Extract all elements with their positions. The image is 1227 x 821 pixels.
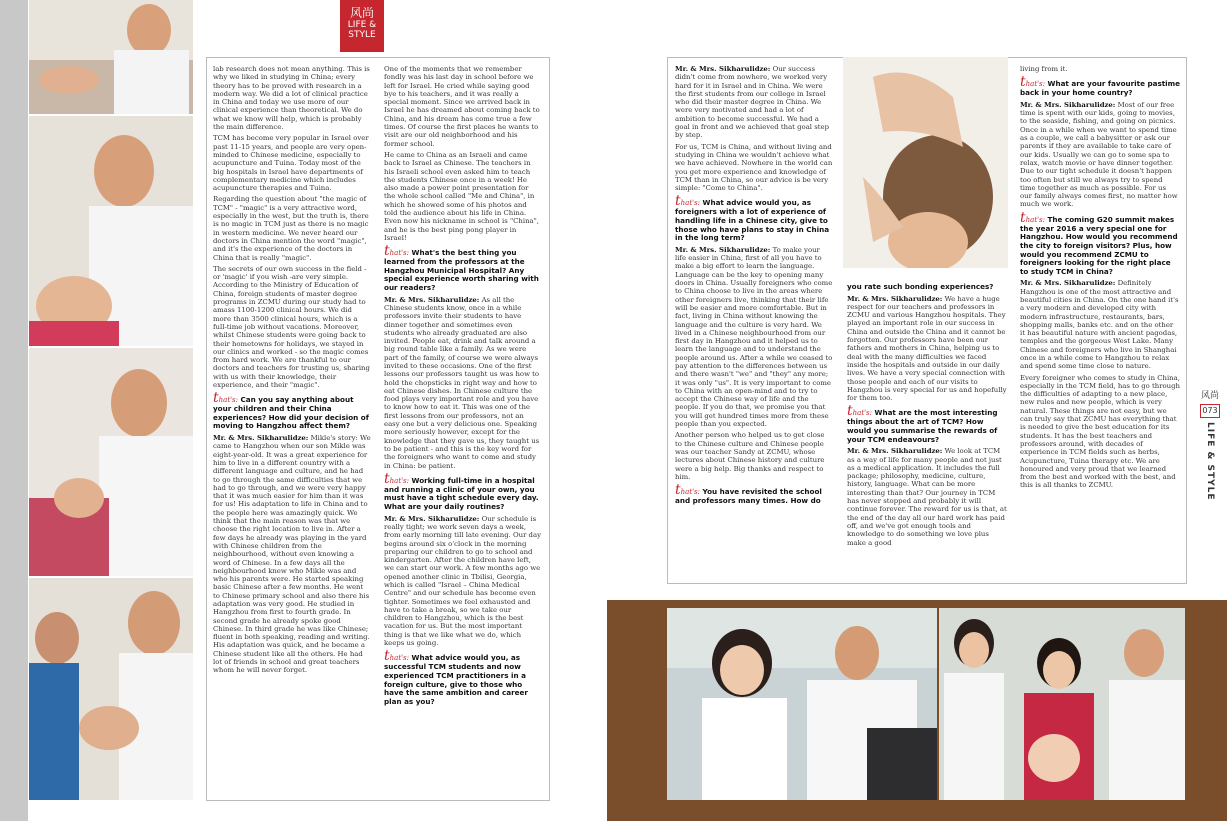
section-tag-line1: LIFE & [347,20,377,30]
question-heading: that's: Working full-time in a hospital and running a clinic of your own, you must have a tight schedule every day. What are your daily routines? [384,470,539,512]
answer-paragraph: Mr. & Mrs. Sikharulidze: Our schedule is really tight; we work seven days a week, from early morning till late evening. Our day begins around six o'clock in the morning preparing our children to go to school and kindergarten. After the children have left, we can start our work. A few months ago we opened another clinic in Tbilisi, Georgia, which is called "Israel – China Medical Centre" and our schedule has become even tighter. Sometimes we feel exhausted and have to take a break, so we take our children to Hangzhou, which is the best vacation for us. But the most important thing is that we like what we do, which keeps us going. [384,514,541,648]
thats-marker: that's: [1020,74,1046,91]
answer-paragraph: Mr. & Mrs. Sikharulidze: As all the Chinese students know, once in a while professors invite their students to have dinner together and sometimes even students who already graduated are also invited. People eat, drink and talk around a big round table like a family. As we were part of the family, of course we were always invited to these occasions. One of the first lessons our professors taught us was how to hold the chopsticks in right way and how to eat Chinese dishes. In Chinese culture the food plays very important role and you have to know how to eat it. This was one of the first lessons from our professors, not an easy one but a very delicious one. Speaking more seriously however, except for the knowledge that they gave us, they taught us to be patient - and this is the key word for the foreigners who want to come and study in China: be patient. [384,295,540,470]
section-tag-line2: STYLE [348,30,376,40]
answer-paragraph: Mr. & Mrs. Sikharulidze: Our success didn't come from nowhere, we worked very hard for it in Israel and in China. We were the first students from our college in Israel who did their master degree in China. We were very motivated and had a lot of ambition to become successful. We had a goal in front and we achieved that goal step by step. [675,65,829,140]
thats-marker: that's: [1020,209,1046,226]
answer-paragraph: Mr. & Mrs. Sikharulidze: We look at TCM as a way of life for many people and not just as a medical application. It includes the full package; philosophy, medicine, culture, history, language. What can be more interesting than that? Our journey in TCM has never stopped and probably it will continue forever. The reward for us is that, at the end of the day all our hard work has paid off, and we've got enough tools and knowledge to do something we love plus make a good [847,447,1007,547]
photo-treatment-4 [29,578,193,800]
article-column-2 [384,65,541,795]
thats-marker: that's: [384,243,410,260]
article-column-4 [847,283,1007,580]
photo-child-treatment [667,608,937,800]
question-heading: that's: What advice would you, as successful TCM students and now experienced TCM practitioners in a foreign culture, give to those who have the same ambition and career plan as you? [384,648,528,706]
paragraph: The secrets of our own success in the field - or 'magic' if you wish -are very simple. According to the Ministry of Education of China, foreign students of master degree programs in ZCMU during our study had to amass 1100-1200 clinical hours. We did more than 3500 clinical hours, which is a full-time job without vacations. Moreover, whilst Chinese students were going back to their hometowns for holidays, we stayed in our clinics and worked - so the magic comes from hard work. We are thankful to our doctors and teachers for trusting us, sharing with us with their knowledge, their experience, and their "magic". [213,264,370,389]
thats-marker: that's: [384,648,410,665]
article-column-3 [675,65,833,580]
question-heading: that's: What are your favourite pastime back in your home country? [1020,74,1180,98]
page-number: 073 [1200,404,1220,418]
section-tag-zh: 风尚 [349,6,374,20]
paragraph: He came to China as an Israeli and came back to Israel as Chinese. The teachers in his Israeli school even asked him to teach the students Chinese once in a week! He also made a power point presentation for the whole school called "Me and China", in which he showed some of his photos and told the audience about his life in China. Even now his nickname in school is "China", and he is the best ping pong player in Israel! [384,150,539,242]
thats-marker: that's: [847,403,873,420]
photo-treatment-1 [29,0,193,114]
paragraph: For us, TCM is China, and without living and studying in China we wouldn't achieve what we have achieved. Nowhere in the world can you get more experience and knowledge of TCM than in China, so our advice is be very simple: "Come to China". [675,142,833,193]
paragraph: TCM has become very popular in Israel over past 11-15 years, and people are very open-minded to Chinese medicine, especially to acupuncture and Tuina. Today most of the big hospitals in Israel have departments of complementary medicine which includes acupuncture therapies and Tuina. [213,134,369,193]
thats-marker: that's: [675,482,701,499]
photo-family-with-doctors [939,608,1185,800]
article-column-5 [1020,65,1180,580]
answer-paragraph: Mr. & Mrs. Sikharulidze: Definitely Hangzhou is one of the most attractive and beautiful cities in China. On the one hand it's a very modern and developed city with modern infrastructure, restaurants, bars, shopping malls, banks etc. and on the other it has beautiful nature with ancient pagodas, temples and the gorgeous West Lake. Many Chinese and foreigners who live in Shanghai once in a while come to Hangzhou to relax and spend some time close to nature. [1020,279,1179,371]
section-tag [340,0,384,52]
answer-paragraph: Mr. & Mrs. Sikharulidze: Most of our free time is spent with our kids, going to movies, to the seaside, fishing, and going on picnics. Once in a while when we want to spend time as a couple, we call a babysitter or ask our parents if they are available to take care of our kids. Usually we can go to some spa to relax, watch movie or have dinner together. Due to our tight schedule it doesn't happen too often but still we always try to spend time together as much as possible. For us our family always comes first, no matter how much we work. [1020,100,1178,209]
article-column-1 [213,65,371,795]
question-heading: that's: What's the best thing you learned from the professors at the Hangzhou Municipal Hospital? Any special experience worth sharing with our readers? [384,243,539,293]
thats-marker: that's: [213,390,239,407]
left-gray-margin [0,0,28,821]
page-side-label [1200,388,1220,501]
thats-marker: that's: [675,193,701,210]
photo-head-massage [843,57,1008,268]
question-heading: that's: Can you say anything about your children and their China experiences? How did your decision of moving to Hangzhou affect them? [213,390,369,431]
question-heading: that's: The coming G20 summit makes the year 2016 a very special one for Hangzhou. How would you recommend the city to foreign visitors? Plus, how would you recommend ZCMU to foreigners looking for the right place to study TCM in China? [1020,209,1178,276]
paragraph: One of the moments that we remember fondly was his last day in school before we left for Israel. He cried while saying good bye to his teachers, and it was really a special moment. Since we arrived back in Israel he has dreamed about coming back to China, and his dream has come true a few times. Of course the first places he wants to visit are our old neighborhood and his former school. [384,65,540,148]
photo-treatment-2 [29,116,193,346]
paragraph: Another person who helped us to get close to the Chinese culture and Chinese people was our teacher Sandy at ZCMU, whose lectures about Chinese history and culture were a big help. Big thanks and respect to him. [675,431,825,481]
answer-paragraph: Mr. & Mrs. Sikharulidze: Mikle's story: We came to Hangzhou when our son Mikle was eight-year-old. It was a great experience for him to live in a different country with a different language and culture, and he had to go through the same difficulties that we had to go through, and we were very happy that it was much easier for him than it was for us! His adaptation to life in China and to the people here was amazingly quick. We think that the main reason was that we choose the right location to live in. After a few days he already was playing in the yard with Chinese children from the neighbourhood, without even knowing a word of Chinese. In a few days all the neighbourhood knew who Mikle was and who his parents were. He started speaking basic Chinese after a few months. He went to Chinese primary school and also there his adaptation was very good. He studied in Hangzhou from first to fourth grade. In second grade he already spoke good Chinese. In third grade he was like Chinese; fluent in both speaking, reading and writing. His adaptation was quick, and he became a Chinese student like all the others. He had lot of friends in school and great teachers whom he will never forget. [213,434,371,675]
question-heading-continued: you rate such bonding experiences? [847,283,994,291]
question-heading: that's: What advice would you, as foreigners with a lot of experience of handling life in a Chinese city, give to those who have plans to stay in China in the long term? [675,193,830,243]
paragraph: Regarding the question about "the magic of TCM" - "magic" is a very attractive word, especially in the west, but the truth is, there is no magic in TCM just as there is no magic in western medicine. We never heard our doctors in China mention the word "magic", and it's the experience of the doctors in China that is really "magic". [213,195,369,262]
answer-paragraph: Mr. & Mrs. Sikharulidze: To make your life easier in China, first of all you have to make a big effort to learn the language. Language can be the key to opening many doors in China. Usually foreigners who come to China choose to live in the areas where other foreigners live, thinking that their life will be easier and more comfortable. But in fact, living in China without knowing the language and the culture is very hard. We lived in a Chinese neighbourhood from our first day in Hangzhou and it helped us to learn the language and to understand the people around us. After a while we ceased to pay attention to the differences between us and there wasn't "we" and "they" any more; it was only "us". It is very important to come to China with an open-mind and to try to accept the Chinese way of life and the people. If you do that, we promise you that you will get hundred times more from these people than you expected. [675,245,833,429]
question-heading: that's: What are the most interesting things about the art of TCM? How would you summarise the rewards of your TCM endeavours? [847,403,998,444]
photo-treatment-3 [29,348,193,576]
paragraph: lab research does not mean anything. This is why we liked in studying in China; every theory has to be proved with research in a modern way. We did a lot of clinical practice in China and today we use more of our clinical experience than theoretical. We do what we know will help, which is probably the main difference. [213,65,370,132]
paragraph: Every foreigner who comes to study in China, especially in the TCM field, has to go through the difficulties of adapting to a new place, new rules and new people, which is very natural. These things are not easy, but we can truly say that ZCMU has everything that is needed to give the best education for its students. It has the best teachers and professors around, with decades of experience in TCM fields such as herbs, Acupuncture, Tuina therapy etc. We are honoured and very proud that we learned from the best and worked with the best, and this is all thanks to ZCMU. [1020,373,1180,490]
thats-marker: that's: [384,470,410,487]
question-heading: that's: You have revisited the school and professors many times. How do [675,482,822,506]
answer-paragraph: Mr. & Mrs. Sikharulidze: We have a huge respect for our teachers and professors in ZCMU and various Hangzhou hospitals. They played an important role in our success in China and outside the China and it cannot be forgotten. Our professors have been our fathers and mothers in China, helping us to deal with the many difficulties we faced inside the hospitals and outside in our daily lives. We have a very special connection with those people and each of our visits to Hangzhou is very special for us and hopefully for them too. [847,294,1007,403]
side-section-name: LIFE & STYLE [1205,422,1215,501]
side-label-zh: 风尚 [1200,391,1219,401]
paragraph: living from it. [1020,65,1068,73]
